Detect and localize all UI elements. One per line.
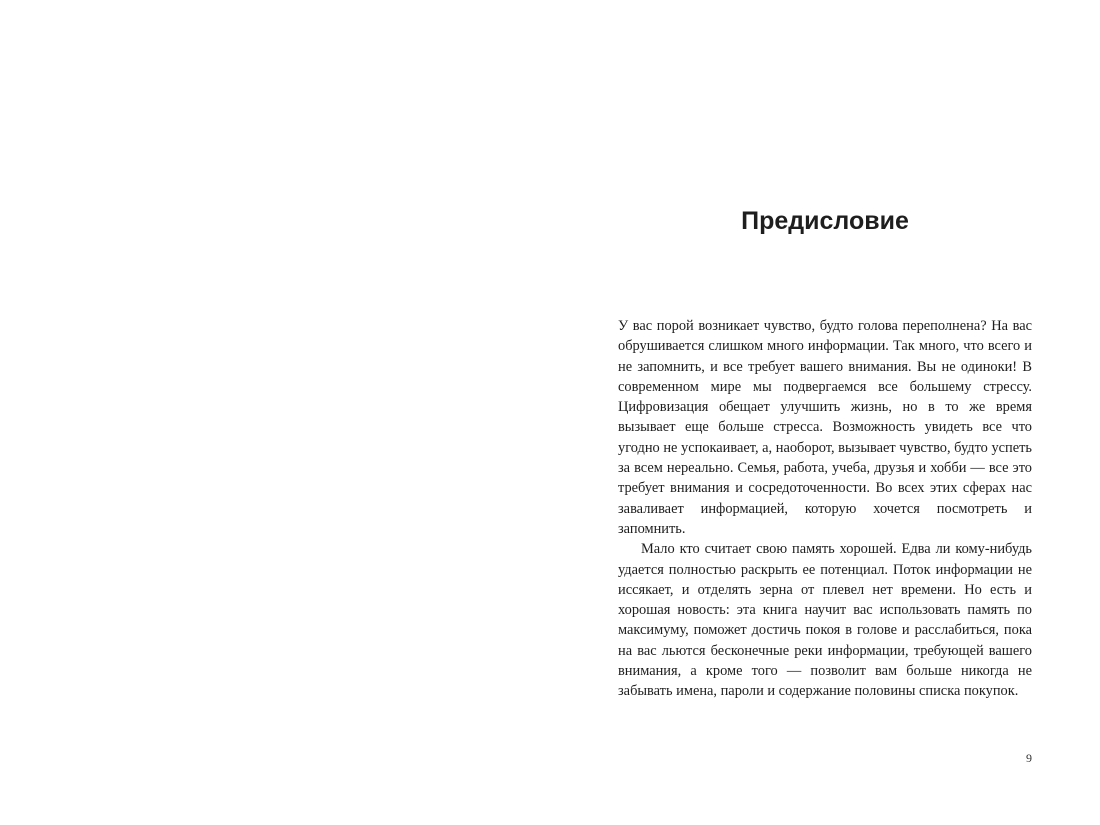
right-page — [550, 0, 1100, 825]
body-text — [618, 316, 1032, 702]
chapter-title: Предисловие — [741, 207, 909, 235]
page-number: 9 — [1026, 751, 1032, 765]
paragraph-2: Мало кто считает свою память хорошей. Едва ли кому-нибудь удается полностью раскрыть ее потенциал. Поток информации не иссякает, и отделять зерна от плевел нет времени. Но есть и хорошая новость: эта книга научит вас использовать память по максимуму, поможет достичь покоя в голове и расслабиться, пока на вас льются бесконечные реки информации, требующей вашего внимания, а кроме того — позволит вам больше никогда не забывать имена, пароли и содержание половины списка покупок. — [618, 541, 1032, 700]
paragraph-1: У вас порой возникает чувство, будто голова переполнена? На вас обрушивается слишком много информации. Так много, что всего и не запомнить, и все требует вашего внимания. Вы не одиноки! В современном мире мы подвергаемся все большему стрессу. Цифровизация обещает улучшить жизнь, но в то же время вызывает еще больше стресса. Возможность увидеть все что угодно не успокаивает, а, наоборот, вызывает чувство, будто успеть за всем нереально. Семья, работа, учеба, друзья и хобби — все это требует внимания и сосредоточенности. Во всех этих сферах нас заваливает информацией, которую хочется посмотреть и запомнить. — [618, 318, 1032, 537]
